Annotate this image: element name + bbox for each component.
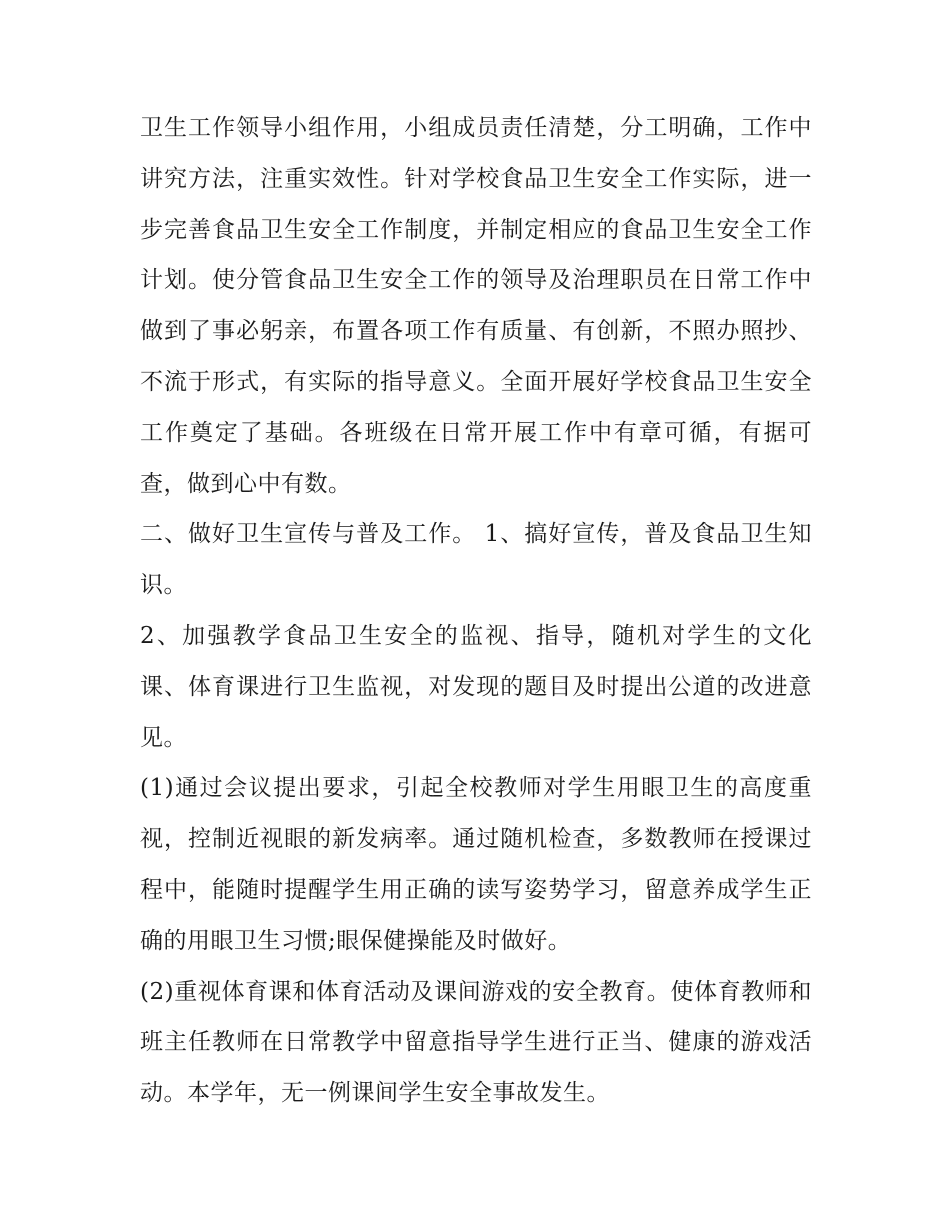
paragraph-section-two-heading: 二、做好卫生宣传与普及工作。 1、搞好宣传，普及食品卫生知识。 [140,521,812,599]
document-body [140,103,812,1119]
paragraph-leadership-group: 卫生工作领导小组作用，小组成员责任清楚，分工明确，工作中讲究方法，注重实效性。针对学校食品卫生安全工作实际，进一步完善食品卫生安全工作制度，并制定相应的食品卫生安全工作计划。使分管食品卫生安全工作的领导及治理职员在日常工作中做到了事必躬亲，布置各项工作有质量、有创新，不照办照抄、不流于形式，有实际的指导意义。全面开展好学校食品卫生安全工作奠定了基础。各班级在日常开展工作中有章可循，有据可查，做到心中有数。 [140,115,812,497]
paragraph-item-two: 2、加强教学食品卫生安全的监视、指导，随机对学生的文化课、体育课进行卫生监视，对发现的题目及时提出公道的改进意见。 [140,622,812,751]
paragraph-subitem-two: (2)重视体育课和体育活动及课间游戏的安全教育。使体育教师和班主任教师在日常教学中留意指导学生进行正当、健康的游戏活动。本学年，无一例课间学生安全事故发生。 [140,978,812,1107]
paragraph-subitem-one: (1)通过会议提出要求，引起全校教师对学生用眼卫生的高度重视，控制近视眼的新发病率。通过随机检查，多数教师在授课过程中，能随时提醒学生用正确的读写姿势学习，留意养成学生正确的用眼卫生习惯;眼保健操能及时做好。 [140,775,812,954]
